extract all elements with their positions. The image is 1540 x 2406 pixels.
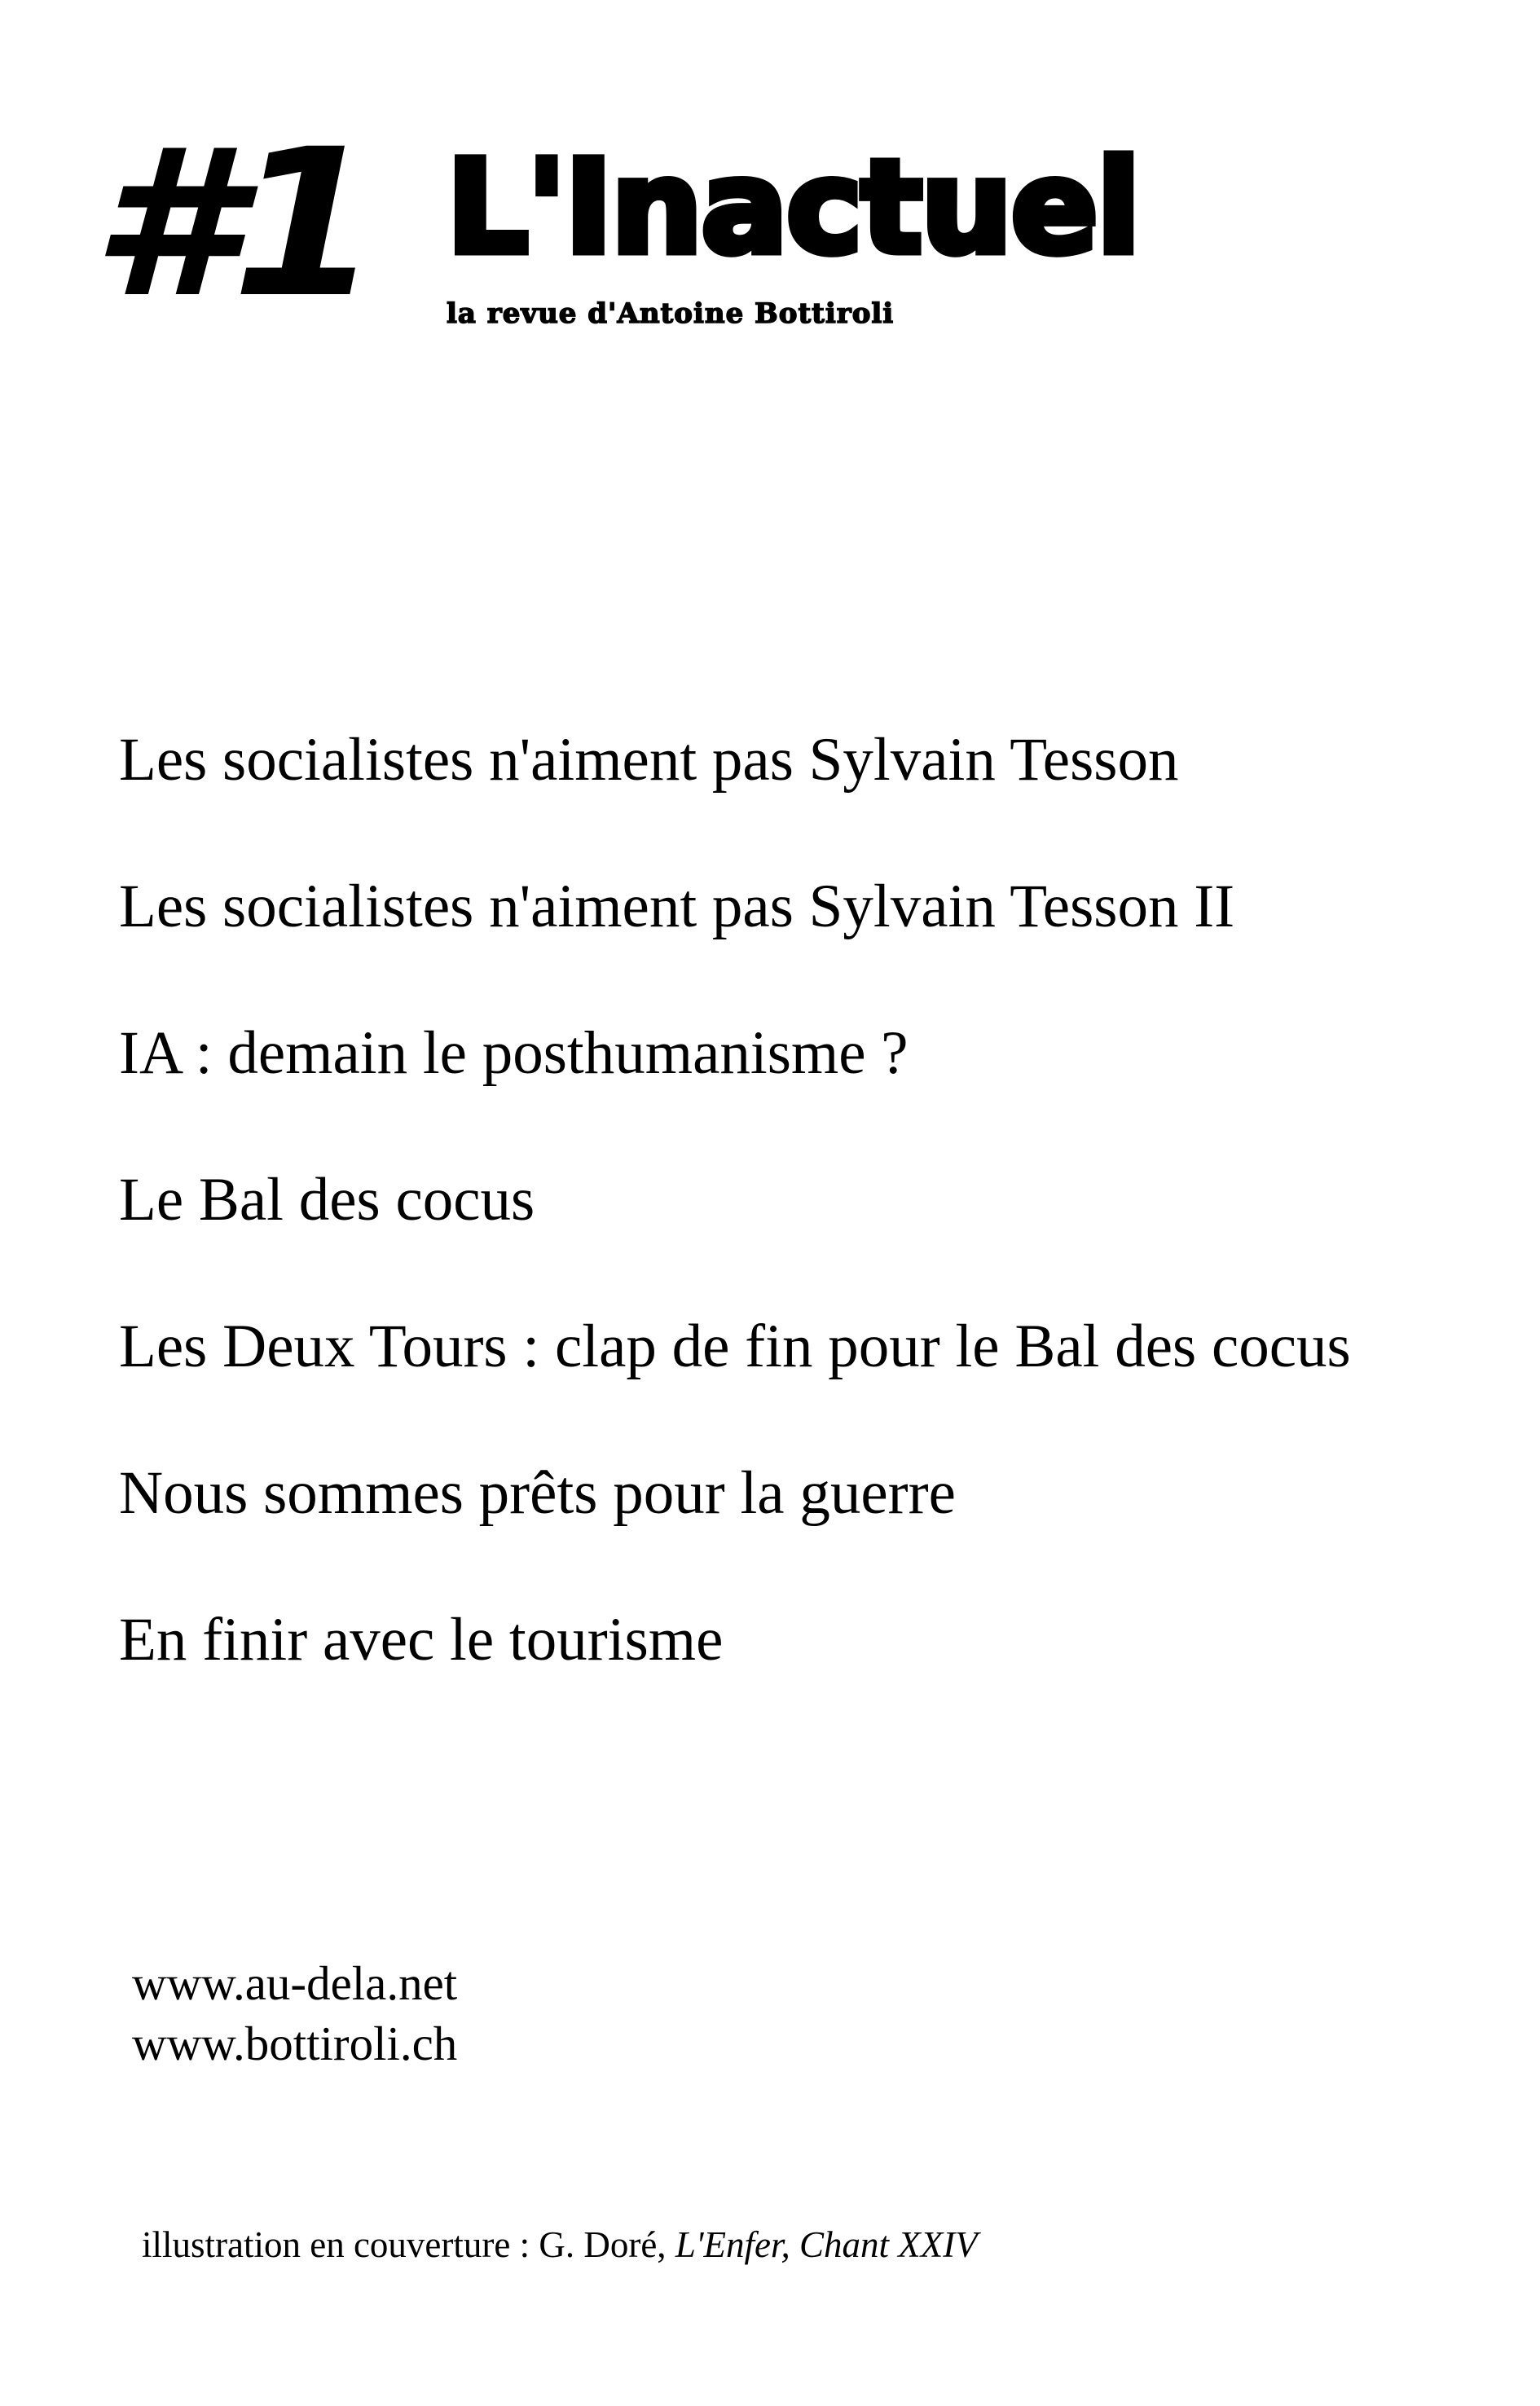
toc-item: IA : demain le posthumanisme ?: [119, 1019, 909, 1087]
toc-item: Nous sommes prêts pour la guerre: [119, 1459, 956, 1527]
toc-item: Les socialistes n'aiment pas Sylvain Tesson II: [119, 873, 1235, 940]
cover-illustration-credit: [142, 2224, 978, 2265]
masthead-title: L'Inactuel: [447, 133, 1139, 283]
website-link-bottiroli[interactable]: www.bottiroli.ch: [132, 2017, 458, 2070]
masthead-subtitle: la revue d'Antoine Bottiroli: [447, 297, 895, 330]
toc-item: Les Deux Tours : clap de fin pour le Bal des cocus: [119, 1313, 1351, 1380]
website-link-au-dela[interactable]: www.au-dela.net: [132, 1956, 458, 2010]
credit-prefix: illustration en couverture : G. Doré,: [142, 2224, 675, 2265]
toc-item: En finir avec le tourisme: [119, 1606, 724, 1674]
table-of-contents: [119, 726, 1351, 1756]
issue-number: #1: [91, 105, 372, 342]
toc-item: Le Bal des cocus: [119, 1166, 535, 1234]
website-links: [132, 1953, 457, 2074]
toc-item: Les socialistes n'aiment pas Sylvain Tesson: [119, 726, 1179, 794]
credit-work-title: L'Enfer, Chant XXIV: [675, 2224, 978, 2265]
